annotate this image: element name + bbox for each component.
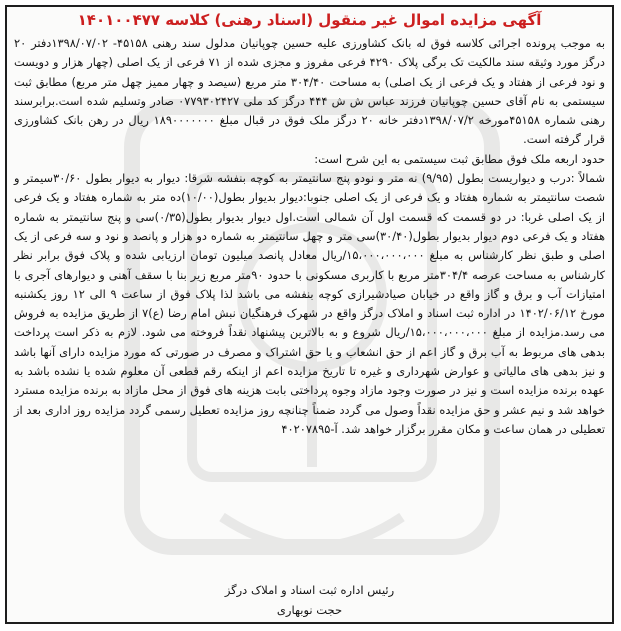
- signature-block: [7, 580, 612, 620]
- notice-body: [14, 34, 605, 439]
- notice-paragraph-boundaries-detail: شمالاً :درب و دیواریست بطول (۹/۹۵) نه متر و نودو پنج سانتیمتر به کوچه بنفشه شرقا: دیوار به دیوار بطول ۳۰/۶۰سیمتر و شصت سانتیمتر به شماره هفتاد و یک فرعی از یک اصلی جنوبا:دیوار بدیوار بطول(۱۰/۰۰)ده متر به شماره هفتاد و یک فرعی از یک اصلی غربا: در دو قسمت که قسمت اول آن شمالی است.اول دیوار بدیوار بطول(۰/۳۵)سی و پنج سانتیمتر به شماره هفتاد و یک فرعی دوم دیوار بدیوار بطول(۳۰/۴۰)سی متر و چهل سانتیمتر به شماره دو هزار و پانصد و نود و سه فرعی از یک اصلی و طبق نظر کارشناس به مبلغ ۱۵،۰۰۰،۰۰۰،۰۰۰/ریال معادل پانصد میلیون تومان ارزیابی شده و پلاک فوق برابر نظر کارشناس به مساحت عرصه ۳۰۴/۴متر مربع با کاربری مسکونی با حدود ۹۰متر مربع زیر بنا با سقف آهنی و دیوارهای آجری با امتیازات آب و برق و گاز واقع در خیابان صیادشیرازی کوچه بنفشه می باشد لذا پلاک فوق از ساعت ۹ الی ۱۲ روز یکشنبه مورخ ۱۴۰۲/۰۶/۱۲ در اداره ثبت اسناد و املاک درگز واقع در شهرک فرهنگیان نبش امام رضا (ع)۷ از طریق مزایده به فروش می رسد.مزایده از مبلغ ۱۵،۰۰۰،۰۰۰،۰۰۰/ریال شروع و به بالاترین پیشنهاد نقداً فروخته می شود. لازم به ذکر است پرداخت بدهی های مربوط به آب برق و گاز اعم از حق انشعاب و یا حق اشتراک و مصرف در صورتی که مورد مزایده دارای آنها باشد و نیز بدهی های مالیاتی و عوارض شهرداری و غیره تا تاریخ مزایده اعم از اینکه رقم قطعی آن معلوم شده یا نشده باشد به عهده برنده مزایده است و نیز در صورت وجود مازاد وجوه پرداختی بابت هزینه های فوق از محل مازاد به برنده مزایده مسترد خواهد شد و نیم عشر و حق مزایده نقداً وصول می گردد ضمناً چنانچه روز مزایده تعطیل رسمی گردد مزایده روز اداری بعد از تعطیلی در همان ساعت و مکان مقرر برگزار خواهد شد. آ-۴۰۲۰۷۸۹۵: [14, 171, 605, 436]
- auction-notice: [5, 5, 614, 624]
- notice-title: آگهی مزایده اموال غیر منقول (اسناد رهنی) کلاسه ۱۴۰۱۰۰۴۷۷: [77, 11, 542, 29]
- notice-paragraph-boundaries-heading: حدود اربعه ملک فوق مطابق ثبت سیستمی به این شرح است:: [314, 151, 605, 166]
- signature-name: حجت نوبهاری: [276, 603, 343, 617]
- notice-paragraph-intro: به موجب پرونده اجرائی کلاسه فوق له بانک کشاورزی علیه حسین چوپانیان مدلول سند رهنی ۴۵۱۵۸- ۱۳۹۸/۰۷/۰۲دفتر ۲۰ درگز مورد وثیقه سند مالکیت تک برگی پلاک ۴۲۹۰ فرعی مفروز و مجزی شده از ۷۱ فرعی از یک اصلی (چهار هزار و دویست و نود فرعی از هفتاد و یک فرعی از یک اصلی) به مساحت ۳۰۴/۴۰ متر مربع (سیصد و چهار ممیز چهل متر مربع) مطابق ثبت سیستمی به نام آقای حسین چوپانیان فرزند عباس ش ش ۴۴۴ درگز کد ملی ۰۷۷۹۳۰۲۴۲۷ صادر وتسلیم شده است.برابرسند رهنی شماره ۴۵۱۵۸مورخه ۱۳۹۸/۰۷/۲دفتر خانه ۲۰ درگز ملک فوق در قبال مبلغ ۱۸۹۰۰۰۰۰۰۰ ریال در رهن بانک کشاورزی قرار گرفته است.: [14, 36, 605, 147]
- signature-title: رئیس اداره ثبت اسناد و املاک درگز: [224, 583, 395, 597]
